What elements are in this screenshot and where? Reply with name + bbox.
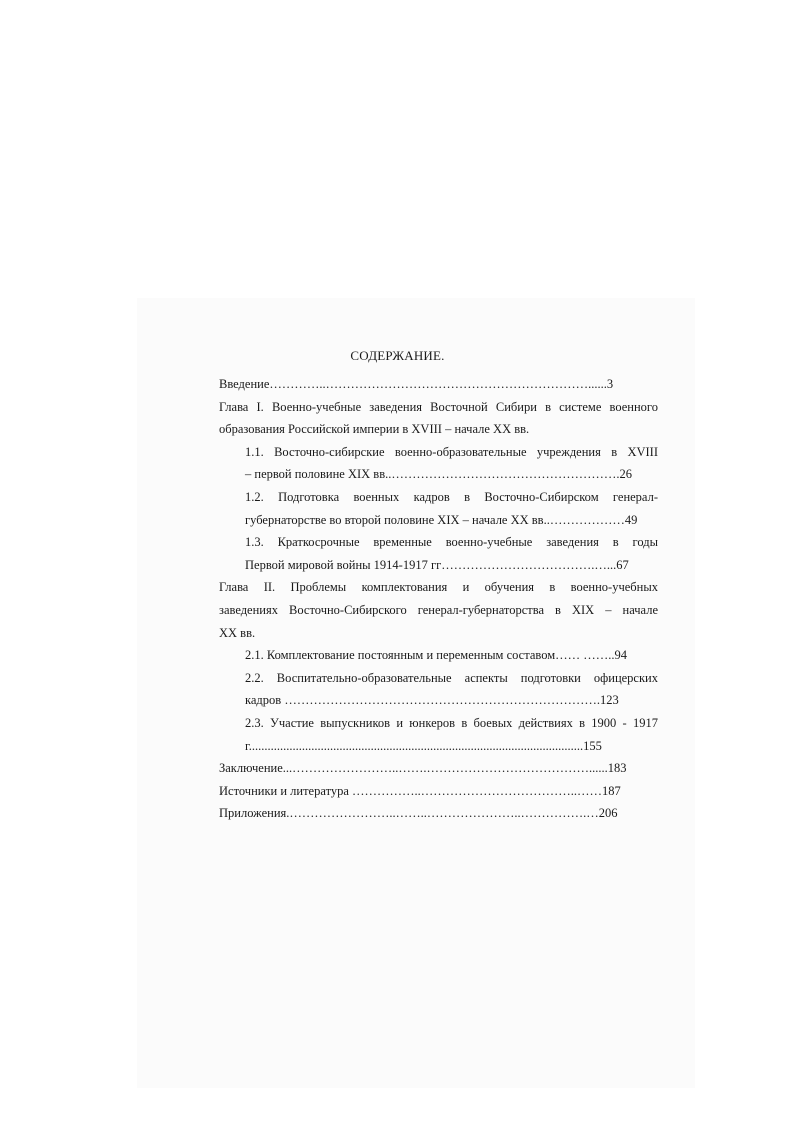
toc-entry-conclusion: Заключение...……………………..…….…………………………………......183 [219,761,627,776]
toc-entry-section-1-2: 1.2. Подготовка военных кадров в Восточно-Сибирском генерал- [245,489,658,504]
toc-entry-section-2-2-cont: кадров ………………………………………………………………….123 [245,693,619,708]
toc-entry-chapter-2-cont: заведениях Восточно-Сибирского генерал-губернаторства в XIX – начале [219,602,658,617]
toc-entry-section-1-3: 1.3. Краткосрочные временные военно-учебные заведения в годы [245,535,658,550]
toc-entry-chapter-1-cont: образования Российской империи в XVIII – начале XX вв. [219,422,530,437]
toc-entry-intro: Введение…………..………………………………………………………......3 [219,377,614,391]
page-title: СОДЕРЖАНИЕ. [350,348,445,363]
toc-entry-chapter-2: Глава II. Проблемы комплектования и обучения в военно-учебных [219,580,658,595]
toc-entry-appendix: Приложения.……………………..……..…………………..…………….…206 [219,806,618,821]
toc-entry-section-2-1: 2.1. Комплектование постоянным и переменным составом…… ……..94 [245,648,628,663]
toc-entry-section-2-3: 2.3. Участие выпускников и юнкеров в боевых действиях в 1900 - 1917 [245,715,658,730]
toc-entry-section-1-1: 1.1. Восточно-сибирские военно-образовательные учреждения в XVIII [245,444,658,459]
table-of-contents [219,373,658,825]
toc-entry-chapter-2-cont2: XX вв. [219,625,256,640]
toc-entry-section-1-2-cont: губернаторстве во второй половине XIX – начале XX вв..………………49 [245,512,638,527]
toc-entry-section-1-3-cont: Первой мировой войны 1914-1917 гг……………………………….…...67 [245,557,629,572]
toc-entry-section-2-2: 2.2. Воспитательно-образовательные аспекты подготовки офицерских [245,670,658,685]
toc-entry-sources: Источники и литература ……………..………………………………..……187 [219,783,621,798]
toc-entry-chapter-1: Глава I. Военно-учебные заведения Восточной Сибири в системе военного [219,399,658,414]
toc-entry-section-2-3-cont: г...........................................................................................................155 [245,738,602,753]
toc-entry-section-1-1-cont: – первой половине XIX вв..……………………………………………….26 [245,467,632,482]
